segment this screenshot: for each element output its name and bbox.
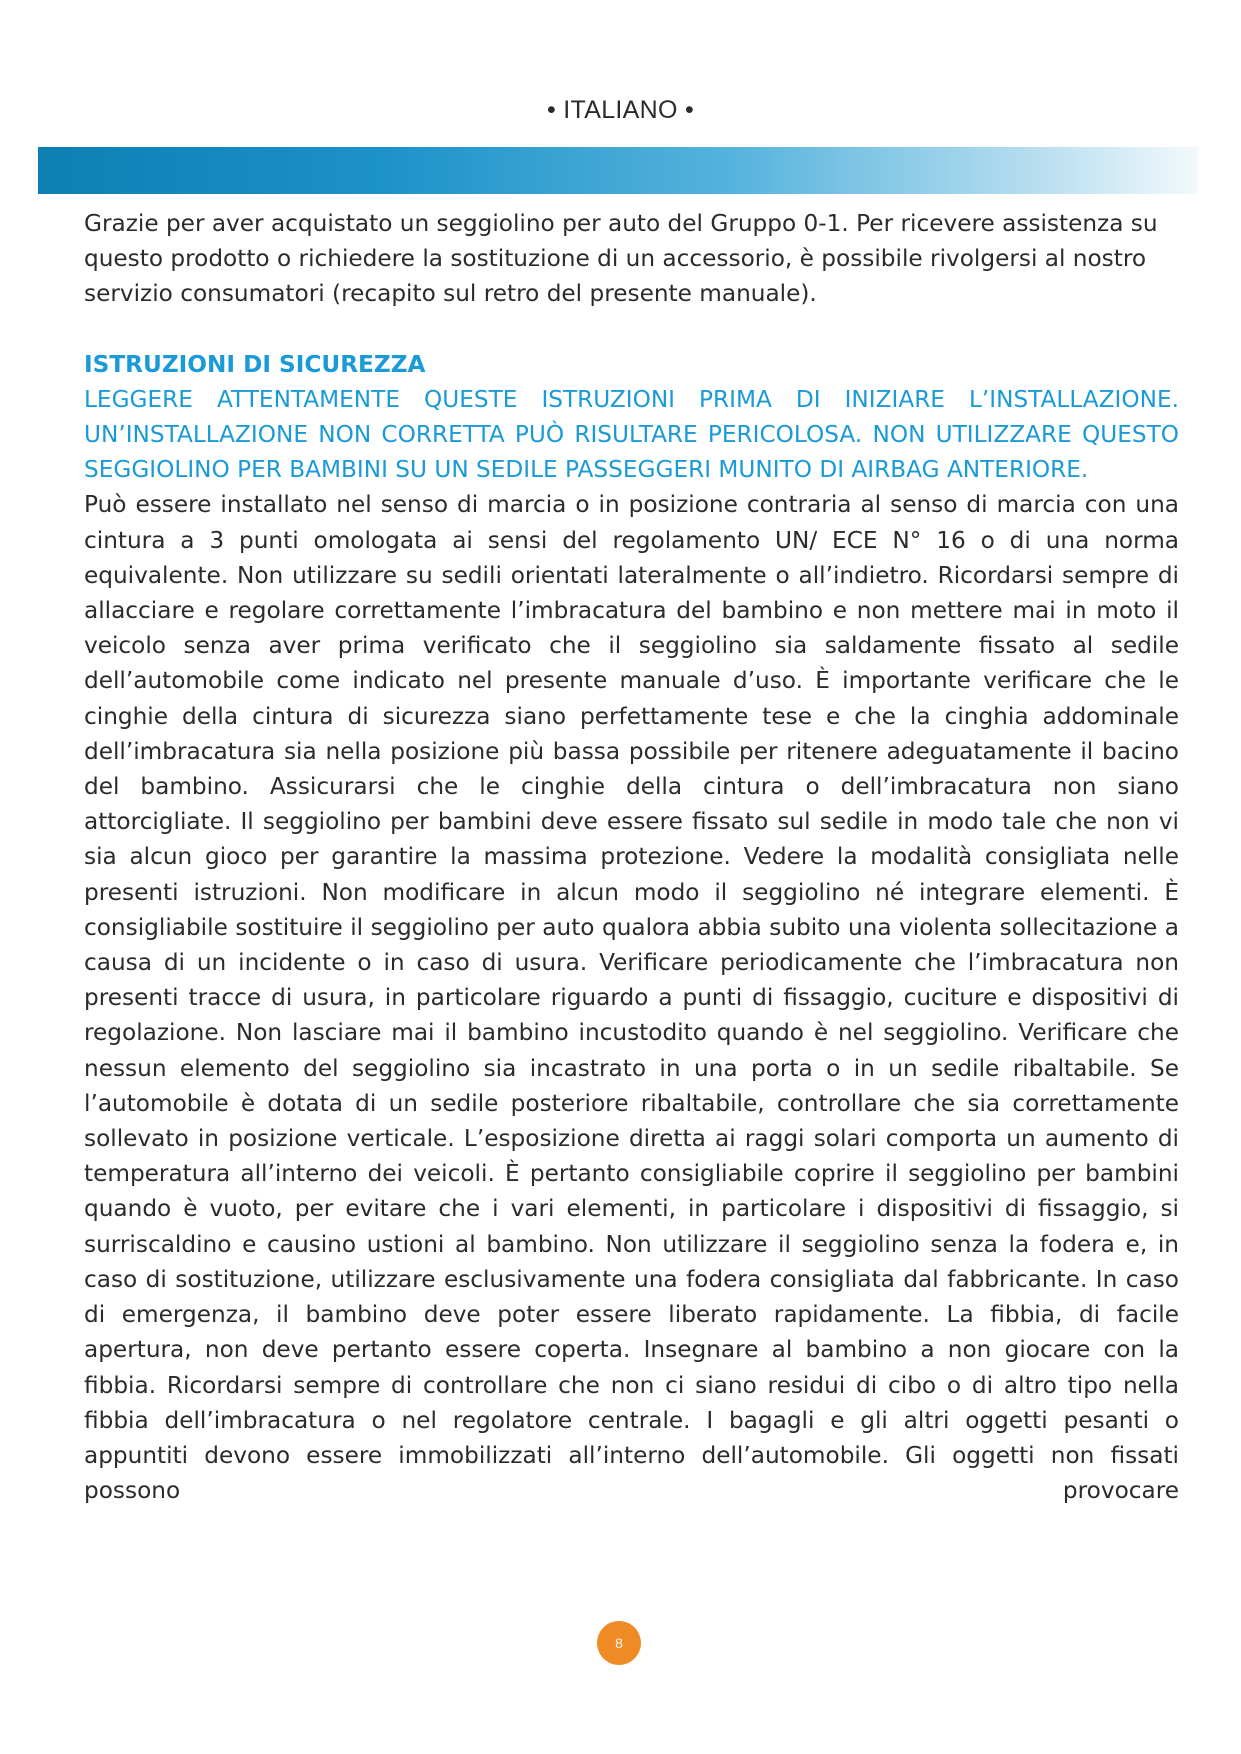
safety-body: Può essere installato nel senso di marcia o in posizione contraria al senso di marcia con una cintura a 3 punti omologata ai sensi del regolamento UN/ ECE N° 16 o di una norma equivalente. Non utilizzare su sedili orientati lateralmente o all’indietro. Ricordarsi sempre di allacciare e regolare correttamente l’imbracatura del bambino e non mettere mai in moto il veicolo senza aver prima verificato che il seggiolino sia saldamente fissato al sedile dell’automobile come indicato nel presente manuale d’uso. È importante verificare che le cinghie della cintura di sicurezza siano perfettamente tese e che la cinghia addominale dell’imbracatura sia nella posizione più bassa possibile per ritenere adeguatamente il bacino del bambino. Assicurarsi che le cinghie della cintura o dell’imbracatura non siano attorcigliate. Il seggiolino per bambini deve essere fissato sul sedile in modo tale che non vi sia alcun gioco per garantire la massima protezione. Vedere la modalità consigliata nelle presenti istruzioni. Non modificare in alcun modo il seggiolino né integrare elementi. È consigliabile sostituire il seggiolino per auto qualora abbia subito una violenta sollecitazione a causa di un incidente o in caso di usura. Verificare periodicamente che l’imbracatura non presenti tracce di usura, in particolare riguardo a punti di fissaggio, cuciture e dispositivi di regolazione. Non lasciare mai il bambino incustodito quando è nel seggiolino. Verificare che nessun elemento del seggiolino sia incastrato in una porta o in un sedile ribaltabile. Se l’automobile è dotata di un sedile posteriore ribaltabile, controllare che sia correttamente sollevato in posizione verticale. L’esposizione diretta ai raggi solari comporta un aumento di temperatura all’interno dei veicoli. È pertanto consigliabile coprire il seggiolino per bambini quando è vuoto, per evitare che i vari elementi, in particolare i dispositivi di fissaggio, si surriscaldino e causino ustioni al bambino. Non utilizzare il seggiolino senza la fodera e, in caso di sostituzione, utilizzare esclusivamente una fodera consigliata dal fabbricante. In caso di emergenza, il bambino deve poter essere liberato rapidamente. La fibbia, di facile apertura, non deve pertanto essere coperta. Insegnare al bambino a non giocare con la fibbia. Ricordarsi sempre di controllare che non ci siano residui di cibo o di altro tipo nella fibbia dell’imbracatura o nel regolatore centrale. I bagagli e gli altri oggetti pesanti o appuntiti devono essere immobilizzati all’interno dell’automobile. Gli oggetti non fissati possono provocare bbox=[84, 491, 1179, 1505]
intro-paragraph: Grazie per aver acquistato un seggiolino per auto del Gruppo 0-1. Per ricevere assistenza su questo prodotto o richiedere la sostituzione di un accessorio, è possibile rivolgersi al nostro servizio consumatori (recapito sul retro del presente manuale). bbox=[84, 210, 1158, 308]
language-header: • ITALIANO • bbox=[546, 96, 695, 124]
safety-warning: LEGGERE ATTENTAMENTE QUESTE ISTRUZIONI PRIMA DI INIZIARE L’INSTALLAZIONE. UN’INSTALLAZIONE NON CORRETTA PUÒ RISULTARE PERICOLOSA. NON UTILIZZARE QUESTO SEGGIOLINO PER BAMBINI SU UN SEDILE PASSEGGERI MUNITO DI AIRBAG ANTERIORE. bbox=[84, 385, 1179, 484]
page-content bbox=[84, 206, 1179, 1508]
page-number-badge: 8 bbox=[597, 1621, 641, 1665]
header-gradient-band bbox=[38, 147, 1198, 194]
safety-title: ISTRUZIONI DI SICUREZZA bbox=[84, 350, 426, 378]
